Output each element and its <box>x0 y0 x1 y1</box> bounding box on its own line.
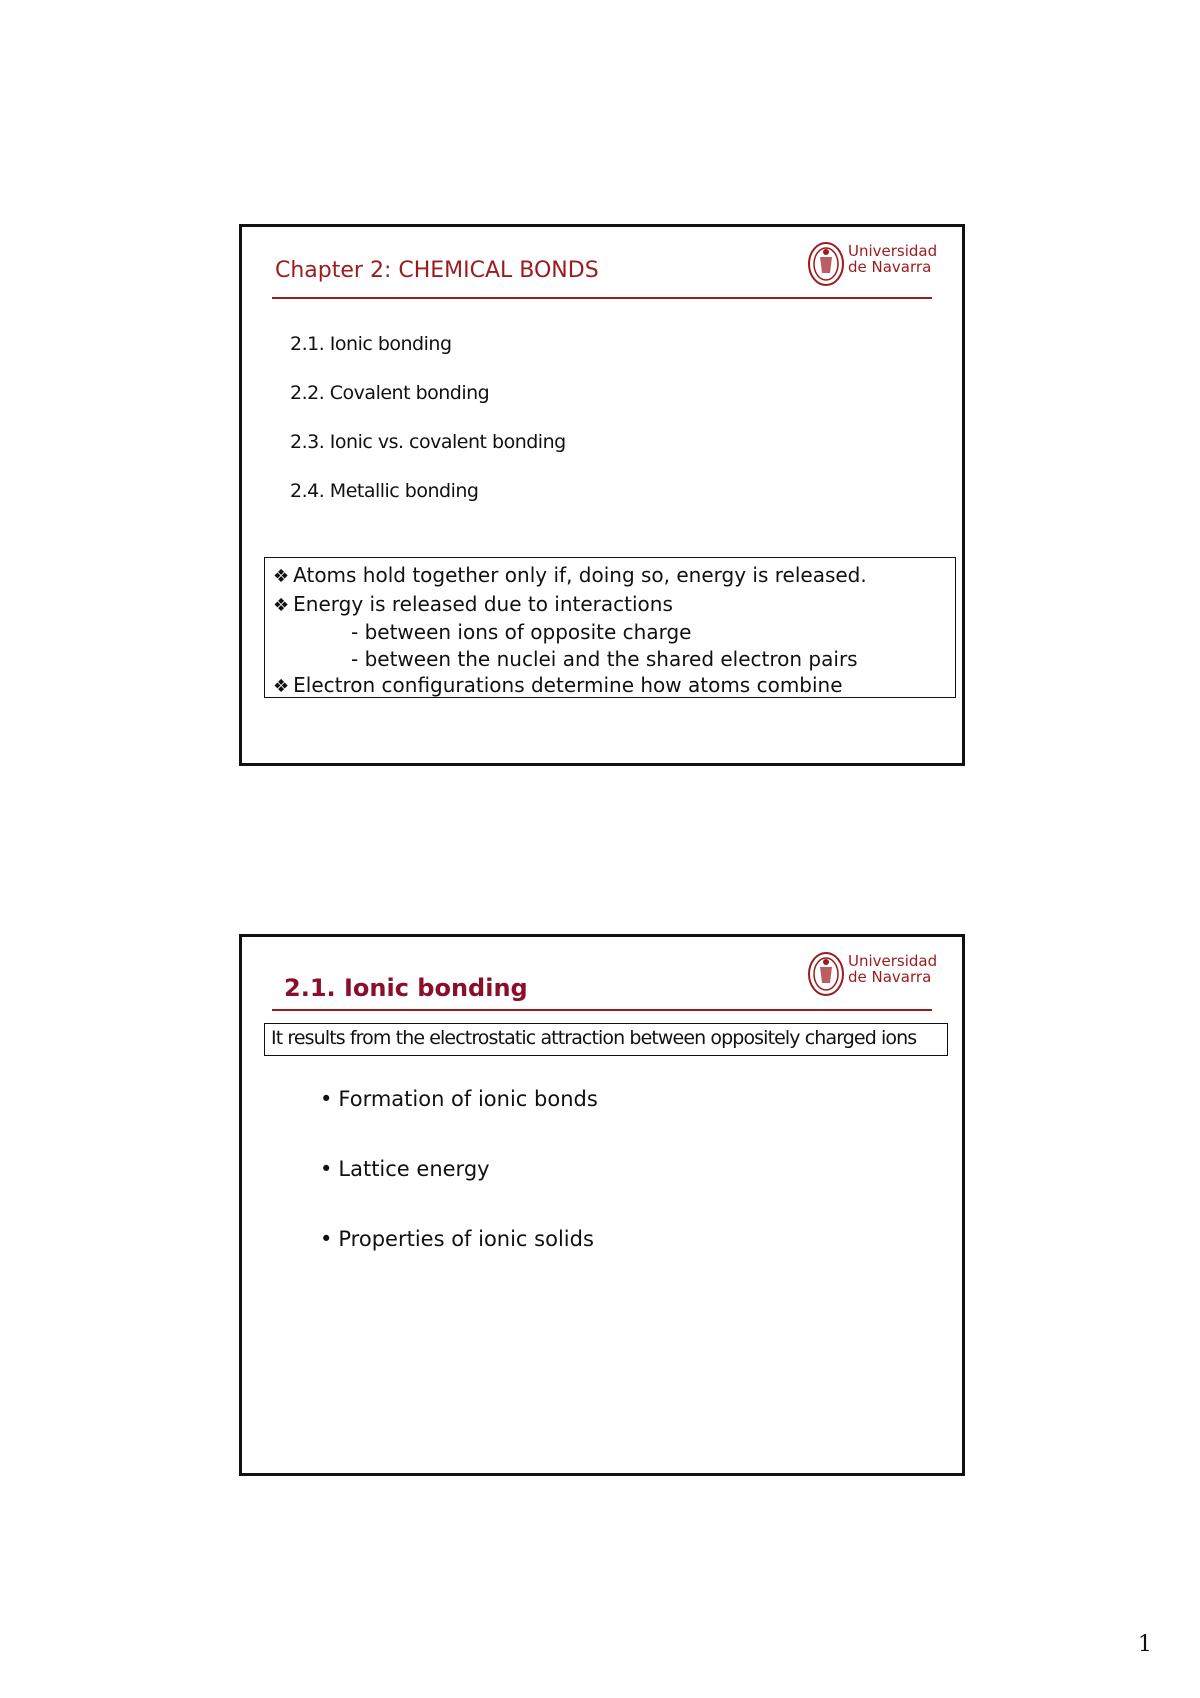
university-seal-icon <box>806 949 846 999</box>
university-logo <box>806 239 936 293</box>
topic-list <box>320 1087 598 1297</box>
outline-item: 2.3. Ionic vs. covalent bonding <box>290 431 566 453</box>
summary-row <box>273 591 947 620</box>
summary-text: Energy is released due to interactions <box>293 591 673 616</box>
slide-2 <box>239 934 965 1476</box>
definition-box: It results from the electrostatic attraction between oppositely charged ions <box>264 1023 948 1056</box>
topic-item <box>320 1157 598 1227</box>
topic-item <box>320 1087 598 1157</box>
topic-text: Lattice energy <box>338 1157 490 1181</box>
logo-line-2: de Navarra <box>848 258 932 276</box>
topic-text: Formation of ionic bonds <box>338 1087 598 1111</box>
diamond-bullet-icon: ❖ <box>273 676 290 697</box>
summary-text: Atoms hold together only if, doing so, energy is released. <box>293 563 867 587</box>
logo-line-2: de Navarra <box>848 968 932 986</box>
summary-row <box>273 562 947 591</box>
summary-text: Electron configurations determine how atoms combine <box>293 673 843 697</box>
topic-text: Properties of ionic solids <box>338 1227 594 1251</box>
logo-text <box>848 953 937 985</box>
chapter-outline <box>290 333 566 529</box>
outline-item: 2.1. Ionic bonding <box>290 333 452 355</box>
page-number: 1 <box>1138 1632 1152 1657</box>
outline-item: 2.4. Metallic bonding <box>290 480 479 502</box>
outline-item: 2.2. Covalent bonding <box>290 382 490 404</box>
university-seal-icon <box>806 239 846 289</box>
topic-item <box>320 1227 598 1297</box>
diamond-bullet-icon: ❖ <box>273 594 290 616</box>
summary-box <box>264 557 956 698</box>
university-logo <box>806 949 936 1003</box>
slide-1 <box>239 224 965 766</box>
summary-subrow: - between ions of opposite charge <box>351 620 692 644</box>
title-underline <box>272 1009 932 1011</box>
logo-text <box>848 243 937 275</box>
summary-subrow: - between the nuclei and the shared electron pairs <box>351 646 858 671</box>
logo-line-1: Universidad <box>848 952 938 970</box>
slide-2-title: 2.1. Ionic bonding <box>284 974 528 1002</box>
summary-row <box>273 672 947 701</box>
logo-line-1: Universidad <box>848 242 938 260</box>
slide-1-title: Chapter 2: CHEMICAL BONDS <box>275 258 599 283</box>
diamond-bullet-icon: ❖ <box>273 566 290 587</box>
bullet-dot-icon: • <box>320 1157 333 1181</box>
bullet-dot-icon: • <box>320 1227 333 1251</box>
title-underline <box>272 297 932 299</box>
bullet-dot-icon: • <box>320 1087 333 1111</box>
